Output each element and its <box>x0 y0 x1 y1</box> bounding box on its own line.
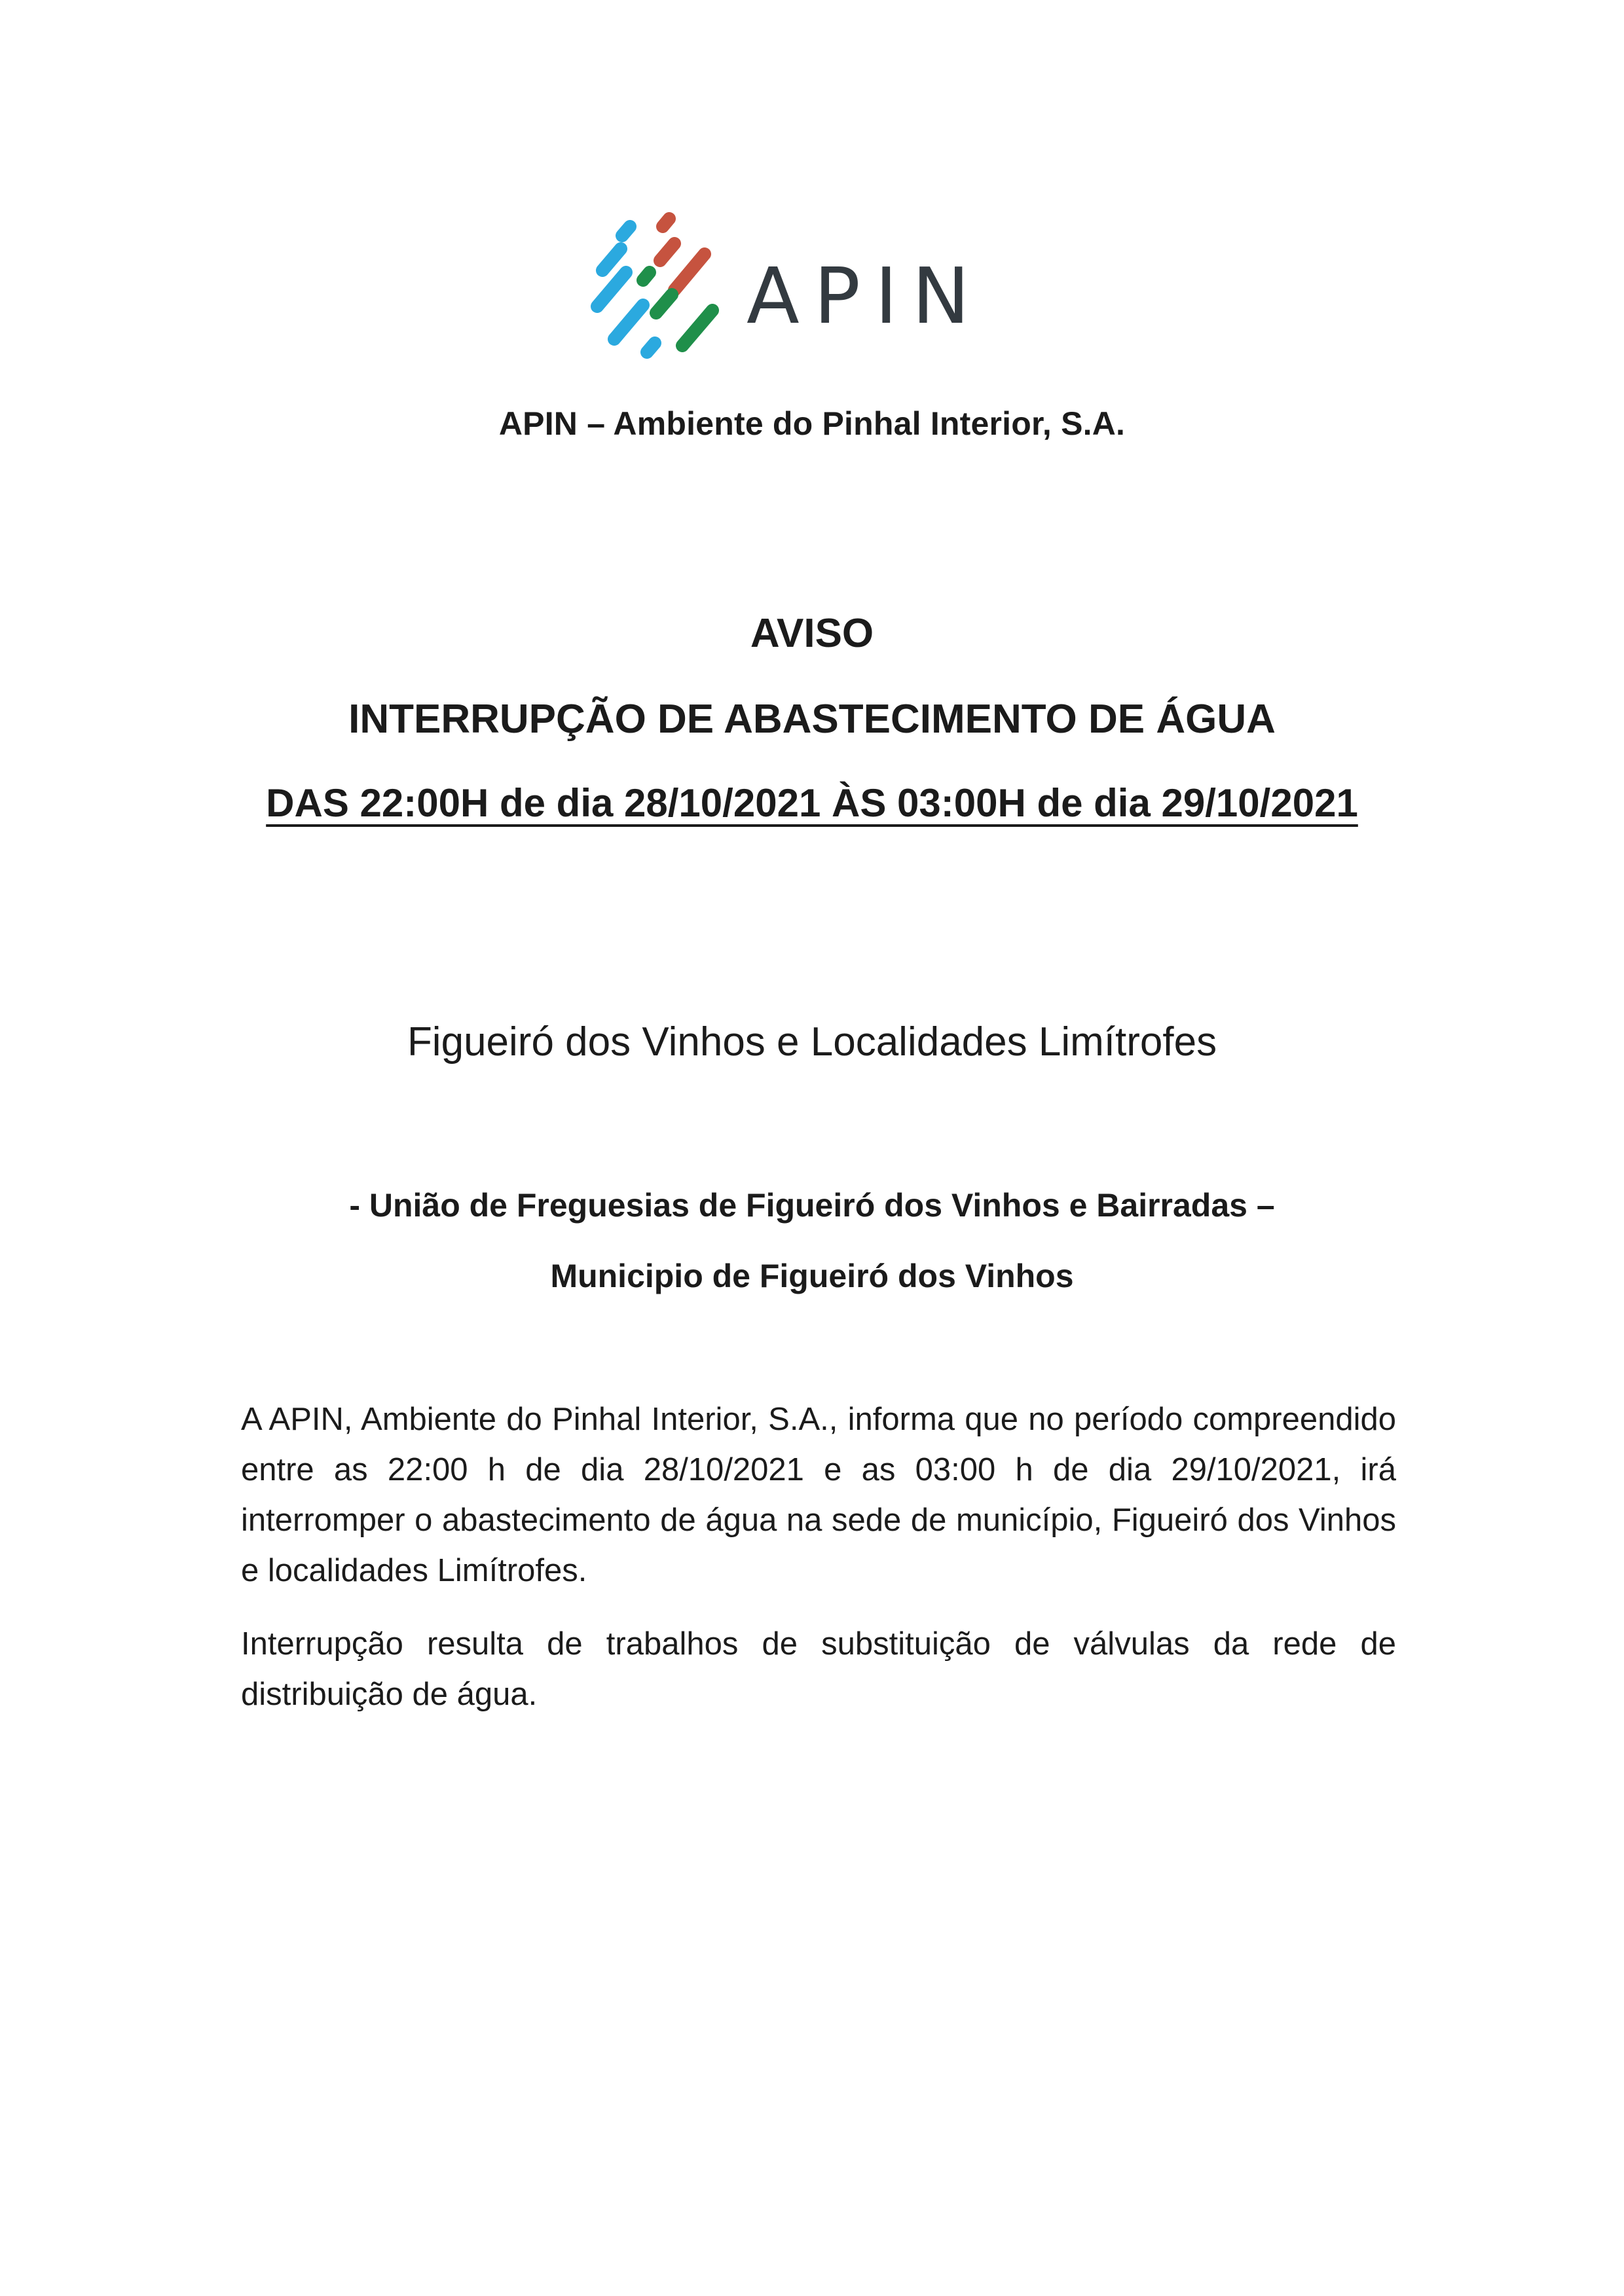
notice-period: DAS 22:00H de dia 28/10/2021 ÀS 03:00H de dia 29/10/2021 <box>266 781 1358 825</box>
body-paragraph-1: A APIN, Ambiente do Pinhal Interior, S.A., informa que no período compreendido entre as 22:00 h de dia 28/10/2021 e as 03:00 h de dia 29/10/2021, irá interromper o abastecimento de água na sede de município, Figueiró dos Vinhos e localidades Limítrofes. <box>241 1402 1396 1588</box>
apin-logo-graphic <box>583 208 1015 372</box>
body-paragraph-2: Interrupção resulta de trabalhos de substituição de válvulas da rede de distribuição de água. <box>241 1626 1396 1712</box>
logo-stroke-blue-1 <box>622 227 630 236</box>
logo-stroke-red-1 <box>663 219 669 227</box>
notice-subject: INTERRUPÇÃO DE ABASTECIMENTO DE ÁGUA <box>348 697 1276 742</box>
logo-stroke-blue-4 <box>614 305 643 339</box>
logo-stroke-green-2 <box>656 295 672 313</box>
affected-municipality: Municipio de Figueiró dos Vinhos <box>550 1258 1074 1294</box>
logo-stroke-red-2 <box>660 244 674 261</box>
logo-stroke-green-1 <box>643 272 650 280</box>
logo-stroke-blue-3 <box>597 272 626 306</box>
logo-stroke-green-3 <box>682 310 712 346</box>
logo-stroke-blue-5 <box>647 343 655 352</box>
affected-parish: - União de Freguesias de Figueiró dos Vinhos e Bairradas – <box>349 1187 1275 1224</box>
company-name: APIN – Ambiente do Pinhal Interior, S.A. <box>498 405 1126 442</box>
notice-title: AVISO <box>750 611 874 656</box>
logo-stroke-red-3 <box>674 254 705 290</box>
logo-wordmark: APIN <box>747 251 984 341</box>
apin-logo <box>583 208 1015 372</box>
logo-stroke-blue-2 <box>602 249 621 270</box>
affected-location: Figueiró dos Vinhos e Localidades Limítrofes <box>407 1019 1217 1065</box>
